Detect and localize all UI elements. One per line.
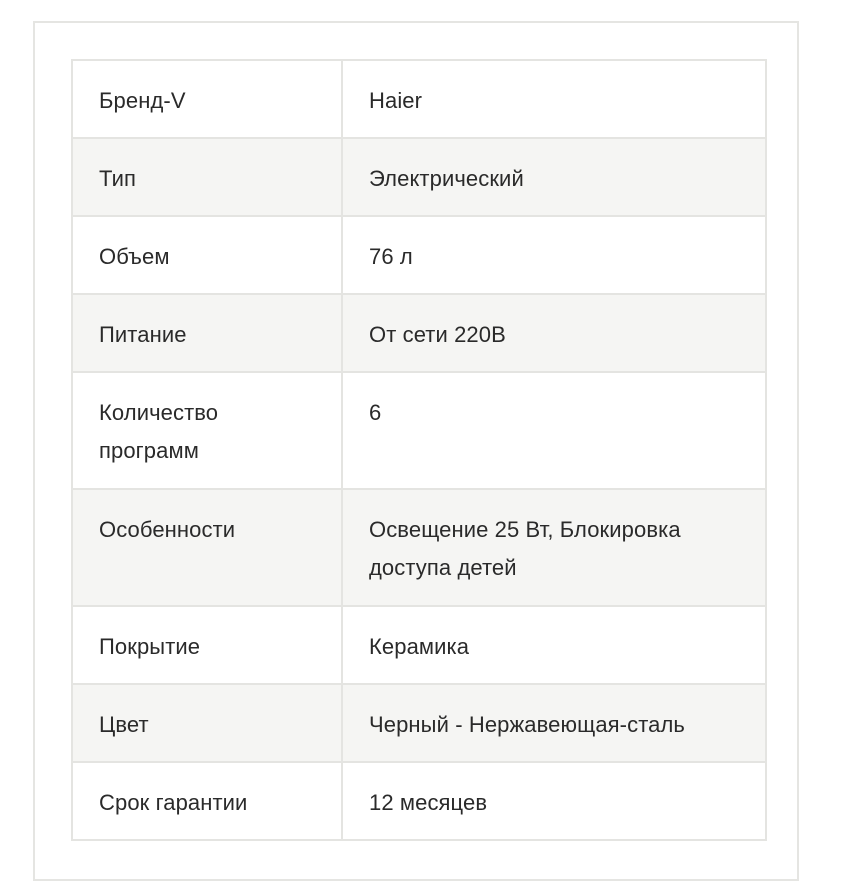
spec-value: 76 л (342, 216, 766, 294)
spec-label: Цвет (72, 684, 342, 762)
spec-label: Покрытие (72, 606, 342, 684)
table-row (72, 684, 766, 762)
table-row (72, 372, 766, 489)
table-row (72, 606, 766, 684)
spec-value: Керамика (342, 606, 766, 684)
spec-value: От сети 220В (342, 294, 766, 372)
table-row (72, 138, 766, 216)
spec-label: Количество программ (72, 372, 342, 489)
table-row (72, 762, 766, 840)
spec-value: 12 месяцев (342, 762, 766, 840)
table-row (72, 216, 766, 294)
spec-value: Haier (342, 60, 766, 138)
table-row (72, 294, 766, 372)
spec-label: Объем (72, 216, 342, 294)
spec-label: Особенности (72, 489, 342, 606)
table-row (72, 489, 766, 606)
specs-table (71, 59, 767, 841)
spec-label: Срок гарантии (72, 762, 342, 840)
specs-card (33, 21, 799, 881)
spec-label: Бренд-V (72, 60, 342, 138)
spec-label: Питание (72, 294, 342, 372)
spec-value: Электрический (342, 138, 766, 216)
spec-label: Тип (72, 138, 342, 216)
spec-value: 6 (342, 372, 766, 489)
table-row (72, 60, 766, 138)
spec-value: Освещение 25 Вт, Блокировка доступа детей (342, 489, 766, 606)
spec-value: Черный - Нержавеющая-сталь (342, 684, 766, 762)
